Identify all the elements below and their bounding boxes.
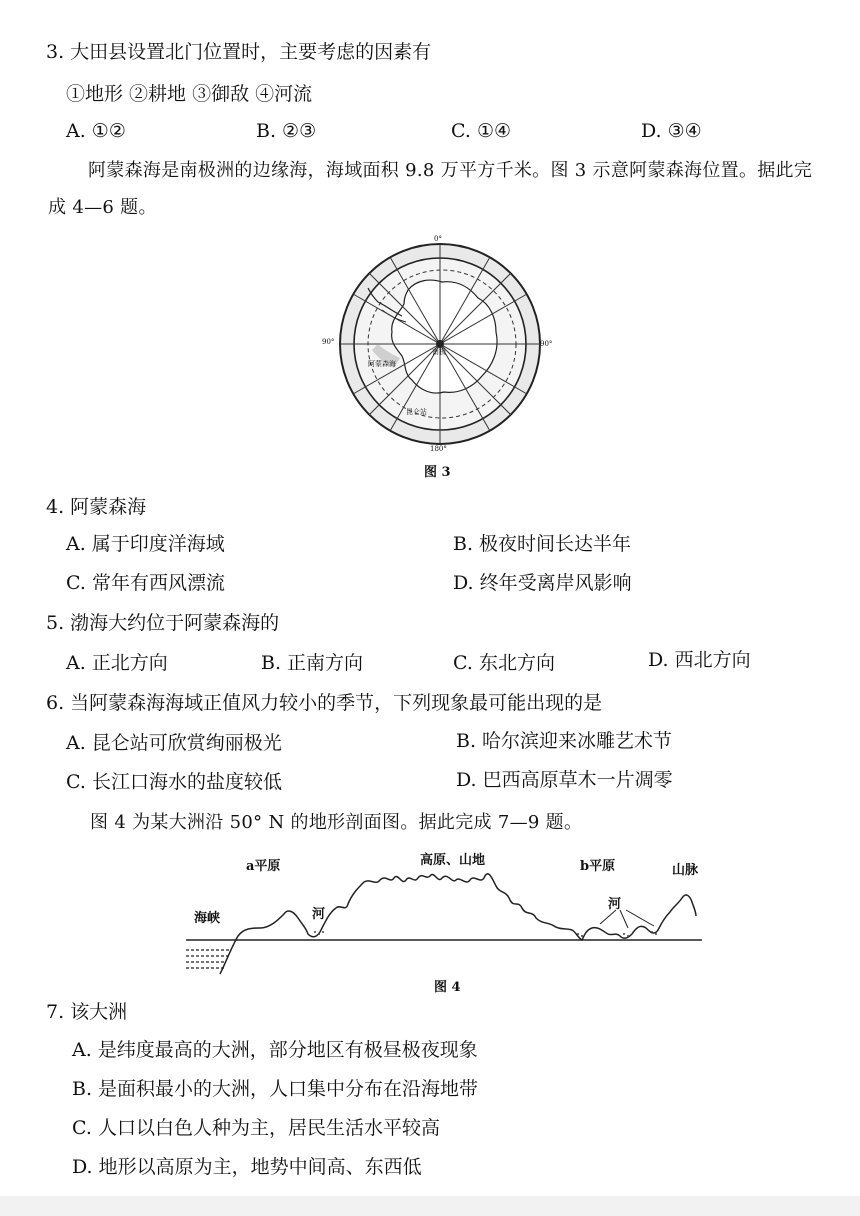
q5-option-c: C. 东北方向: [453, 652, 555, 674]
q4-option-a: A. 属于印度洋海域: [66, 533, 225, 555]
q7-option-b: B. 是面积最小的大洲，人口集中分布在沿海地带: [72, 1078, 479, 1100]
fig4-label-b-plain: b平原: [580, 859, 616, 874]
q4-stem: 4. 阿蒙森海: [46, 496, 147, 518]
fig4-label-mountains: 山脉: [672, 863, 699, 878]
page-bottom-bar: [0, 1196, 860, 1216]
intro-4-6-line1: 阿蒙森海是南极洲的边缘海，海域面积 9.8 万平方千米。图 3 示意阿蒙森海位置。据此完: [88, 160, 813, 181]
fig3-label-pole: 南极: [432, 348, 446, 356]
q3-option-c: C. ①④: [451, 120, 512, 142]
q6-option-d: D. 巴西高原草木一片凋零: [456, 769, 673, 791]
q6-option-b: B. 哈尔滨迎来冰雕艺术节: [456, 730, 673, 752]
fig3-label-sea: 阿蒙森海: [368, 360, 396, 368]
q4-option-d: D. 终年受离岸风影响: [453, 572, 632, 594]
figure-4-caption: 图 4: [434, 980, 461, 995]
q4-option-b: B. 极夜时间长达半年: [453, 533, 632, 555]
q5-option-b: B. 正南方向: [261, 652, 364, 674]
intro-4-6-line2: 成 4—6 题。: [48, 197, 157, 218]
fig4-label-river2: 河: [608, 897, 622, 912]
figure-4-terrain-profile: [180, 850, 710, 982]
q7-option-a: A. 是纬度最高的大洲，部分地区有极昼极夜现象: [72, 1039, 478, 1061]
q5-option-d: D. 西北方向: [648, 649, 751, 671]
q3-option-d: D. ③④: [641, 120, 702, 142]
fig4-label-a-plain: a平原: [246, 859, 281, 874]
q7-option-d: D. 地形以高原为主，地势中间高、东西低: [72, 1156, 422, 1178]
fig3-label-station: 昆仑站: [406, 408, 427, 416]
fig4-label-river1: 河: [312, 907, 326, 922]
q7-option-c: C. 人口以白色人种为主，居民生活水平较高: [72, 1117, 440, 1139]
q6-stem: 6. 当阿蒙森海海域正值风力较小的季节，下列现象最可能出现的是: [46, 692, 603, 714]
figure-3-polar-map: [320, 232, 560, 452]
fig3-label-bottom: 180°: [430, 445, 447, 452]
fig4-label-plateau: 高原、山地: [420, 853, 486, 868]
q4-option-c: C. 常年有西风漂流: [66, 572, 225, 594]
q3-option-a: A. ①②: [66, 120, 126, 142]
q6-option-c: C. 长江口海水的盐度较低: [66, 771, 282, 793]
fig3-label-right: 90°: [540, 340, 553, 348]
fig3-label-top: 0°: [434, 235, 442, 243]
q3-stem: 3. 大田县设置北门位置时，主要考虑的因素有: [46, 41, 432, 63]
fig3-label-left: 90°: [322, 338, 335, 346]
q6-option-a: A. 昆仑站可欣赏绚丽极光: [66, 732, 282, 754]
q3-factors: ①地形 ②耕地 ③御敌 ④河流: [66, 83, 313, 105]
q5-stem: 5. 渤海大约位于阿蒙森海的: [46, 612, 280, 634]
intro-7-9: 图 4 为某大洲沿 50° N 的地形剖面图。据此完成 7—9 题。: [90, 812, 583, 833]
q7-stem: 7. 该大洲: [46, 1001, 128, 1023]
q5-option-a: A. 正北方向: [66, 652, 168, 674]
figure-3-caption: 图 3: [424, 465, 451, 480]
fig4-label-strait: 海峡: [194, 911, 221, 926]
q3-option-b: B. ②③: [256, 120, 317, 142]
